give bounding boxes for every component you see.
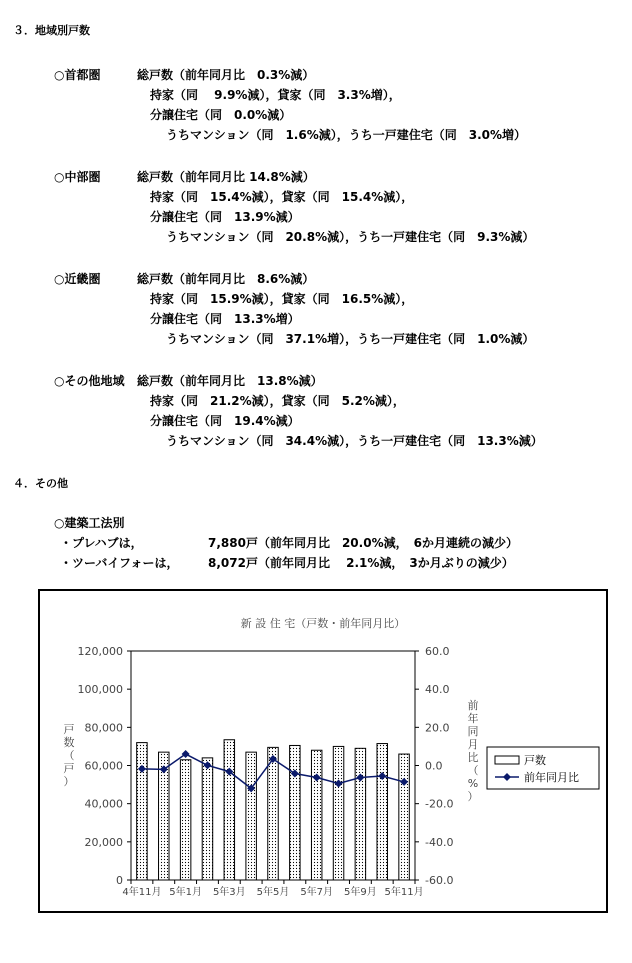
x-tick-label: 5年3月 (212, 887, 246, 898)
y-tick-label: 100,000 (77, 683, 123, 697)
y2-tick-label: 20.0 (425, 721, 450, 735)
x-tick-label: 5年9月 (344, 887, 377, 898)
region-own-rent: 持家（同 15.4%減），貸家（同 15.4%減）， (150, 190, 414, 204)
prefab-value: 7,880戸（前年同月比 20.0%減， 6か月連続の減少） (208, 536, 518, 550)
bar-5年1月 (180, 760, 190, 880)
y2-tick-label: 60.0 (425, 645, 450, 658)
y-tick-label: 20,000 (84, 835, 123, 849)
prefab-label: ・プレハブは， (60, 536, 143, 550)
x-tick-label: 5年1月 (169, 887, 202, 898)
region-sale: 分譲住宅（同 13.9%減） (150, 210, 300, 224)
two-by-four-value: 8,072戸（前年同月比 2.1%減， 3か月ぶりの減少） (208, 556, 514, 570)
region-sale: 分譲住宅（同 19.4%減） (150, 414, 300, 428)
y-tick-label: 40,000 (84, 797, 123, 811)
region-mansion: うちマンション（同 34.4%減），うち一戸建住宅（同 13.3%減） (166, 434, 543, 448)
region-name: ○近畿圏 (54, 272, 101, 286)
bar-5年5月 (268, 747, 278, 880)
bar-4年11月 (137, 743, 147, 880)
bar-5年8月 (333, 746, 343, 880)
bar-5年4月 (246, 752, 256, 880)
y-tick-label: 0 (116, 874, 123, 887)
region-sale: 分譲住宅（同 13.3%増） (150, 312, 300, 326)
y2-tick-label: 0.0 (425, 759, 443, 773)
y2-tick-labels (425, 645, 453, 887)
section3-heading: ３．地域別戸数 (13, 24, 90, 37)
region-name: ○首都圏 (54, 68, 101, 82)
y2-axis-label: 前 年 同 月 比 （ % ） (467, 699, 479, 803)
x-tick-label: 5年5月 (256, 887, 290, 898)
construction-method-heading: ○建築工法別 (54, 516, 125, 530)
region-mansion: うちマンション（同 1.6%減），うち一戸建住宅（同 3.0%増） (166, 128, 527, 142)
section4-heading: ４．その他 (13, 477, 68, 490)
legend-bar-swatch (495, 756, 519, 764)
bar-5年11月 (399, 754, 409, 880)
y2-tick-label: -40.0 (425, 835, 454, 849)
region-own-rent: 持家（同 9.9%減），貸家（同 3.3%増）， (150, 88, 401, 102)
region-name: ○その他地域 (54, 374, 125, 388)
chart-canvas (40, 591, 606, 911)
region-own-rent: 持家（同 21.2%減），貸家（同 5.2%減）， (150, 394, 405, 408)
y-tick-label: 60,000 (84, 759, 123, 773)
bar-5年6月 (290, 745, 300, 880)
region-total: 総戸数（前年同月比 14.8%減） (137, 170, 315, 184)
two-by-four-label: ・ツーバイフォーは， (60, 556, 179, 570)
legend-line-label: 前年同月比 (524, 771, 579, 784)
y2-tick-label: -60.0 (425, 874, 454, 887)
y-tick-labels (78, 645, 124, 887)
legend-bar-label: 戸数 (524, 754, 546, 767)
housing-starts-chart (38, 589, 608, 913)
bar-5年10月 (377, 744, 387, 880)
bar-5年2月 (202, 758, 212, 880)
x-tick-label: 5年11月 (384, 887, 424, 898)
x-tick-labels (122, 885, 423, 898)
y2-tick-label: 40.0 (425, 683, 450, 697)
bar-5年7月 (311, 750, 321, 880)
chart-legend (487, 747, 599, 789)
y-tick-label: 80,000 (84, 721, 123, 735)
region-mansion: うちマンション（同 37.1%増），うち一戸建住宅（同 1.0%減） (166, 332, 535, 346)
region-mansion: うちマンション（同 20.8%減），うち一戸建住宅（同 9.3%減） (166, 230, 535, 244)
y-tick-label: 120,000 (77, 645, 123, 658)
chart-title: 新 設 住 宅（戸数・前年同月比） (240, 617, 406, 630)
region-total: 総戸数（前年同月比 13.8%減） (137, 374, 323, 388)
region-sale: 分譲住宅（同 0.0%減） (150, 108, 292, 122)
region-total: 総戸数（前年同月比 0.3%減） (137, 68, 315, 82)
region-name: ○中部圏 (54, 170, 101, 184)
bar-5年9月 (355, 748, 365, 880)
region-total: 総戸数（前年同月比 8.6%減） (137, 272, 315, 286)
x-tick-label: 5年7月 (300, 887, 334, 898)
x-tick-label: 4年11月 (122, 887, 162, 898)
y-axis-label: 戸 数 （ 戸 ） (63, 723, 75, 788)
y2-tick-label: -20.0 (425, 797, 454, 811)
bar-5年3月 (224, 740, 234, 880)
region-own-rent: 持家（同 15.9%減），貸家（同 16.5%減）， (150, 292, 414, 306)
